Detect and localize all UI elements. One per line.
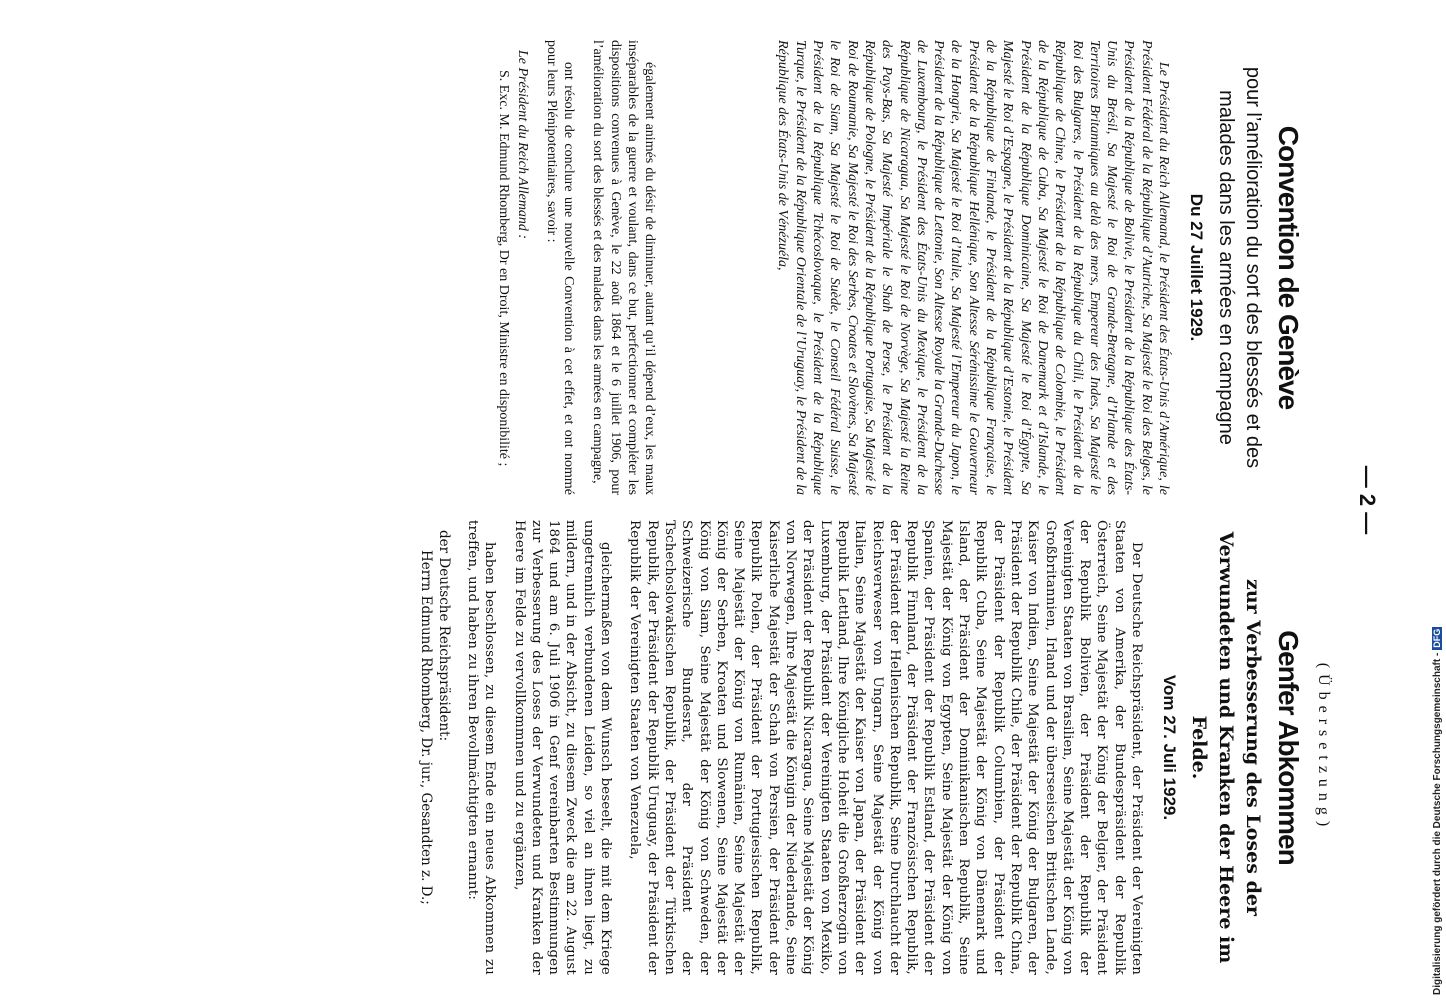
german-signatory-label: der Deutsche Reichspräsident: <box>435 530 452 742</box>
french-header-spacer <box>1310 40 1332 495</box>
french-paragraph-3: ont résolu de conclure une nouvelle Convention à cet effet, et ont nommé pour leurs Plénipotentiaires, savoir : <box>543 40 576 495</box>
german-paragraph-3: haben beschlossen, zu diesem Ende ein neues Abkommen zu treffen, und haben zu ihren Bevollmächtigten ernannt: <box>465 520 498 975</box>
german-subtitle: zur Verbesserung des Loses der Verwundeten und Kranken der Heere im Felde. <box>1188 531 1264 964</box>
french-signatory-label: Le Président du Reich Allemand : <box>515 50 531 240</box>
french-gap <box>577 40 589 495</box>
french-spacer <box>658 40 774 495</box>
french-title: Convention de Genève <box>1273 125 1304 410</box>
page-number: — 2 — <box>1355 465 1380 535</box>
german-gap-3 <box>452 520 464 975</box>
credit-text-wrapper <box>1432 0 1446 995</box>
german-header: (Übersetzung) <box>1315 662 1332 833</box>
french-column <box>495 40 1344 495</box>
german-paragraph-2: gleichermaßen von dem Wunsch beseelt, die mit dem Kriege ungetrennlich verbundenen Leiden, so viel an ihnen liegt, zu mildern, und in der Absicht, zu diesem Zweck die am 22. August 1864 und am 6. Juli 1906 in Genf vereinbarten Bestimmungen zur Verbesserung des Loses der Verwundeten und Kranken der Heere im Felde zu vervollkommnen und zu ergänzen, <box>511 520 614 975</box>
german-gap-2 <box>498 520 510 975</box>
french-date: Du 27 Juillet 1929. <box>1187 193 1206 342</box>
french-preamble: Le Président du Reich Allemand, le Président des États-Unis d’Amérique, le Président Fédéral de la République d’Autriche, Sa Majesté le Roi des Belges, le Président de la République de Bolivie, le Président de la République des États-Unis du Brésil, Sa Majesté le Roi de Grande-Bretagne, d’Irlande et des Territoires Britanniques au delà des mers, Empereur des Indes, Sa Majesté le Roi des Bulgares, le Président de la République du Chili, le Président de la République de Chine, le Président de la République de Colombie, le Président de la République de Cuba, Sa Majesté le Roi de Danemark et d’Islande, le Président de la République Dominicaine, Sa Majesté le Roi d’Égypte, Sa Majesté le Roi d’Espagne, le Président de la République d’Estonie, le Président de la République de Finlande, le Président de la République Française, le Président de la République Hellénique, Son Altesse Sérénissime le Gouverneur de la Hongrie, Sa Majesté le Roi d’Italie, Sa Majesté l’Empereur du Japon, le Président de la République de Lettonie, Son Altesse Royale la Grande-Duchesse de Luxembourg, le Président des États-Unis du Mexique, le Président de la République de Nicaragua, Sa Majesté le Roi de Norvège, Sa Majesté la Reine des Pays-Bas, Sa Majesté Impériale le Shah de Perse, le Président de la République de Pologne, le Président de la République Portugaise, Sa Majesté le Roi de Roumanie, Sa Majesté le Roi des Serbes, Croates et Slovènes, Sa Majesté le Roi de Siam, Sa Majesté le Roi de Suède, le Conseil Fédéral Suisse, le Président de la République Tchécoslovaque, le Président de la République Turque, le Président de la République Orientale de l’Uruguay, le Président de la République des États-Unis de Vénézuéla, <box>775 40 1171 495</box>
french-paragraph-2: également animés du désir de diminuer, autant qu’il dépend d’eux, les maux inséparables de la guerre et voulant, dans ce but, perfectionner et compléter les dispositions convenues à Genève, le 22 août 1864 et le 6 juillet 1906, pour l’amélioration du sort des blessés et des malades dans les armées en campagne, <box>590 40 658 495</box>
french-subtitle: pour l’amélioration du sort des blessés et des malades dans les armées en campagne <box>1215 66 1264 469</box>
french-gap-2 <box>530 40 542 495</box>
german-gap <box>614 520 626 975</box>
dfg-logo: DFG <box>1432 628 1442 648</box>
french-signatory-name: S. Exc. M. Edmund Rhomberg, Dr en Droit, Ministre en disponibilité ; <box>496 70 512 467</box>
german-signatory-name: Herrn Edmund Rhomberg, Dr. jur., Gesandten z. D.; <box>417 550 434 905</box>
german-column <box>417 520 1344 975</box>
german-preamble: Der Deutsche Reichspräsident, der Präsident der Vereinigten Staaten von Amerika, der Bundespräsident der Republik Österreich, Seine Majestät der König der Belgier, der Präsident der Republik Bolivien, der Präsident der Republik der Vereinigten Staaten von Brasilien, Seine Majestät der König von Großbritannien, Irland und der überseeischen Britischen Lande, Kaiser von Indien, Seine Majestät der König der Bulgaren, der Präsident der Republik Chile, der Präsident der Republik China, der Präsident der Republik Columbien, der Präsident der Republik Cuba, Seine Majestät der König von Dänemark und Island, der Präsident der Dominikanischen Republik, Seine Majestät der König von Egypten, Seine Majestät der König von Spanien, der Präsident der Republik Estland, der Präsident der Republik Finnland, der Präsident der Französischen Republik, der Präsident der Hellenischen Republik, Seine Durchlaucht der Reichsverweser von Ungarn, Seine Majestät der König von Italien, Seine Majestät der Kaiser von Japan, der Präsident der Republik Lettland, Ihre Königliche Hoheit die Großherzogin von Luxemburg, der Präsident der Vereinigten Staaten von Mexiko, der Präsident der Republik Nicaragua, Seine Majestät der König von Norwegen, Ihre Majestät die Königin der Niederlande, Seine Kaiserliche Majestät der Schah von Persien, der Präsident der Republik Polen, der Präsident der Portugiesischen Republik, Seine Majestät der König von Rumänien, Seine Majestät der König der Serben, Kroaten und Slowenen, Seine Majestät der König von Siam, Seine Majestät der König von Schweden, der Schweizerische Bundesrat, der Präsident der Tschechoslowakischen Republik, der Präsident der Türkischen Republik, der Präsident der Republik Uruguay, der Präsident der Republik der Vereinigten Staaten von Venezuela, <box>627 520 1144 975</box>
credit-text: Digitalisierung gefördert durch die Deutsche Forschungsgemeinschaft - <box>1432 652 1443 995</box>
digitization-credit <box>1418 0 1443 1000</box>
german-title: Genfer Abkommen <box>1273 630 1304 865</box>
german-date: Vom 27. Juli 1929. <box>1160 674 1179 821</box>
